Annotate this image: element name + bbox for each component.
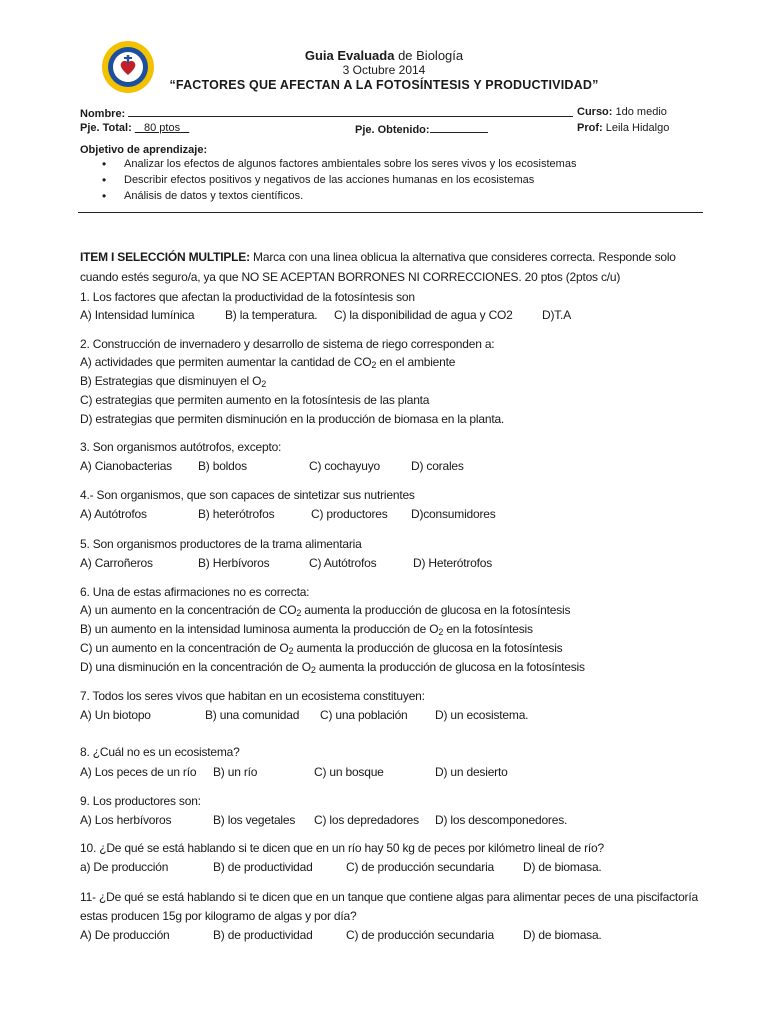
question-5: 5. Son organismos productores de la trama alimentaria	[80, 537, 362, 551]
option[interactable]: a) De producción	[80, 860, 169, 874]
option[interactable]: A) Los herbívoros	[80, 813, 172, 827]
question-11-line-1: 11- ¿De qué se está hablando si te dicen que en un tanque que contiene algas para alimentar peces de una piscifactoría	[80, 890, 698, 904]
option[interactable]: C) productores	[311, 507, 388, 521]
option[interactable]: B) boldos	[198, 459, 247, 473]
item-instruction-line-2: cuando estés seguro/a, ya que NO SE ACEPTAN BORRONES NI CORRECCIONES. 20 ptos (2ptos c/u)	[80, 270, 621, 284]
question-4: 4.- Son organismos, que son capaces de sintetizar sus nutrientes	[80, 488, 415, 502]
question-3: 3. Son organismos autótrofos, excepto:	[80, 440, 282, 454]
option[interactable]: A) Carroñeros	[80, 556, 153, 570]
option[interactable]: D) estrategias que permiten disminución en la producción de biomasa en la planta.	[80, 412, 505, 426]
doc-subtitle: “FACTORES QUE AFECTAN A LA FOTOSÍNTESIS Y PRODUCTIVIDAD”	[169, 78, 599, 92]
prof-field: Prof: Leila Hidalgo	[577, 122, 670, 134]
curso-field: Curso: 1do medio	[577, 106, 667, 118]
question-11-line-2: estas producen 15g por kilogramo de algas y por día?	[80, 909, 357, 923]
option[interactable]: D) los descomponedores.	[435, 813, 568, 827]
doc-date: 3 Octubre 2014	[342, 63, 426, 77]
question-6: 6. Una de estas afirmaciones no es correcta:	[80, 585, 310, 599]
option[interactable]: B) heterótrofos	[198, 507, 275, 521]
option[interactable]: C) estrategias que permiten aumento en la fotosíntesis de las planta	[80, 393, 430, 407]
objective-item: • Análisis de datos y textos científicos.	[102, 190, 576, 206]
pje-obtenido-field: Pje. Obtenido:	[355, 122, 488, 136]
option[interactable]: B) de productividad	[213, 928, 313, 942]
option[interactable]: B) la temperatura.	[225, 308, 318, 322]
pje-obtenido-blank[interactable]	[430, 122, 488, 133]
option[interactable]: C) un bosque	[314, 765, 384, 779]
option[interactable]: A) Un biotopo	[80, 708, 151, 722]
option[interactable]: B) los vegetales	[213, 813, 296, 827]
option[interactable]: D) un desierto	[435, 765, 508, 779]
option[interactable]: A) un aumento en la concentración de $CO_2$ aumenta la producción de glucosa en la fotosíntesis	[80, 603, 571, 618]
option[interactable]: C) de producción secundaria	[346, 860, 495, 874]
question-8: 8. ¿Cuál no es un ecosistema?	[80, 745, 240, 759]
option[interactable]: A) Autótrofos	[80, 507, 147, 521]
option[interactable]: B) de productividad	[213, 860, 313, 874]
option[interactable]: A) De producción	[80, 928, 170, 942]
option[interactable]: A) actividades que permiten aumentar la cantidad de $CO_2$ en el ambiente	[80, 355, 456, 370]
option[interactable]: B) una comunidad	[205, 708, 300, 722]
option[interactable]: D)T.A	[542, 308, 572, 322]
option[interactable]: A) Intensidad lumínica	[80, 308, 195, 322]
divider	[78, 212, 703, 213]
option[interactable]: D) un ecosistema.	[435, 708, 529, 722]
option[interactable]: D)consumidores	[411, 507, 496, 521]
option[interactable]: B) Herbívoros	[198, 556, 270, 570]
option[interactable]: A) Cianobacterias	[80, 459, 172, 473]
nombre-field: Nombre:	[80, 106, 573, 120]
item-instruction-line-1: ITEM I SELECCIÓN MULTIPLE: Marca con una linea oblicua la alternativa que consideres correcta. Responde solo	[80, 250, 676, 264]
option[interactable]: C) los depredadores	[314, 813, 419, 827]
option[interactable]: C) de producción secundaria	[346, 928, 495, 942]
objective-item: • Analizar los efectos de algunos factores ambientales sobre los seres vivos y los ecosistemas	[102, 158, 576, 174]
option[interactable]: B) Estrategias que disminuyen el $O_2$	[80, 374, 267, 389]
objectives-list	[102, 158, 576, 206]
option[interactable]: D) una disminución en la concentración de $O_2$ aumenta la producción de glucosa en la fotosíntesis	[80, 660, 585, 675]
option[interactable]: D) de biomasa.	[523, 928, 602, 942]
option[interactable]: A) Los peces de un río	[80, 765, 197, 779]
question-7: 7. Todos los seres vivos que habitan en un ecosistema constituyen:	[80, 689, 425, 703]
nombre-blank[interactable]	[128, 106, 573, 117]
option[interactable]: B) un aumento en la intensidad luminosa aumenta la producción de $O_2$ en la fotosíntesis	[80, 622, 533, 637]
question-10: 10. ¿De qué se está hablando si te dicen que en un río hay 50 kg de peces por kilómetro lineal de río?	[80, 841, 604, 855]
option[interactable]: D) de biomasa.	[523, 860, 602, 874]
objectives-title: Objetivo de aprendizaje:	[80, 144, 208, 156]
question-1: 1. Los factores que afectan la productividad de la fotosíntesis son	[80, 290, 415, 304]
question-9: 9. Los productores son:	[80, 794, 201, 808]
option[interactable]: B) un río	[213, 765, 258, 779]
option[interactable]: C) una población	[320, 708, 408, 722]
doc-title: Guia Evaluada de Biología	[304, 48, 464, 63]
option[interactable]: C) cochayuyo	[309, 459, 380, 473]
question-2: 2. Construcción de invernadero y desarrollo de sistema de riego corresponden a:	[80, 337, 495, 351]
objective-item: • Describir efectos positivos y negativos de las acciones humanas en los ecosistemas	[102, 174, 576, 190]
option[interactable]: D) Heterótrofos	[413, 556, 493, 570]
option[interactable]: D) corales	[411, 459, 464, 473]
pje-total-field: Pje. Total: 80 ptos	[80, 122, 181, 134]
option[interactable]: C) un aumento en la concentración de $O_2$ aumenta la producción de glucosa en la fotosíntesis	[80, 641, 563, 656]
option[interactable]: C) la disponibilidad de agua y CO2	[334, 308, 513, 322]
option[interactable]: C) Autótrofos	[309, 556, 377, 570]
